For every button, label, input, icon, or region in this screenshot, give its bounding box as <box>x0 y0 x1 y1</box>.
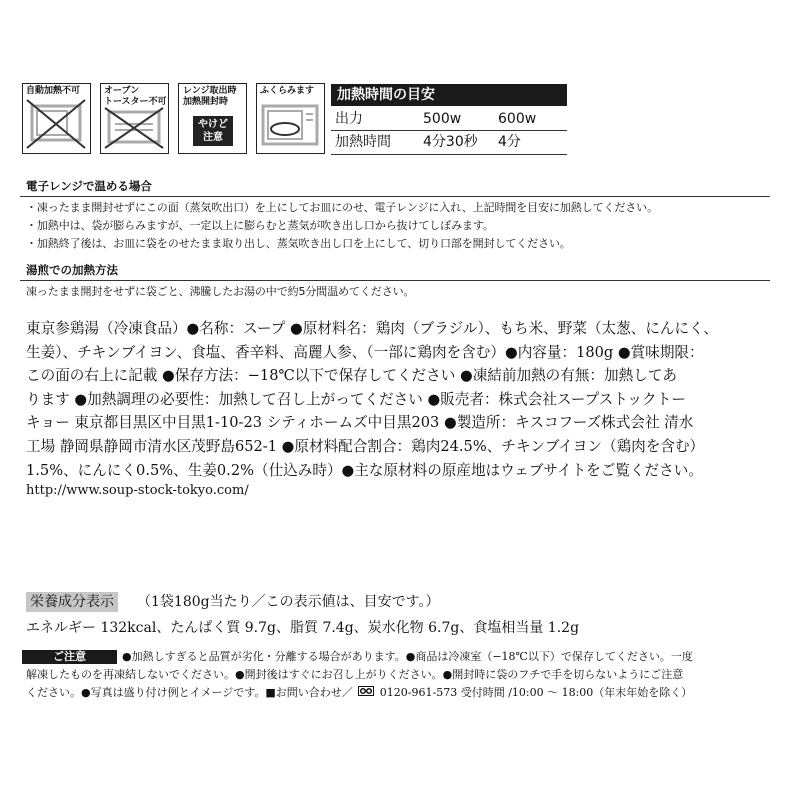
microwave-section-title: 電子レンジで温める場合 <box>26 179 152 193</box>
nutrition-note: （1袋180g当たり／この表示値は、目安です。） <box>137 594 440 610</box>
divider <box>20 196 770 197</box>
divider <box>20 280 770 281</box>
microwave-line: ・凍ったまま開封せずにこの面（蒸気吹出口）を上にしてお皿にのせ、電子レンジに入れ、上記時間を目安に加熱してください。 <box>26 201 658 214</box>
bag-inflates-icon <box>256 83 325 154</box>
row-label: 加熱時間 <box>335 134 391 150</box>
caution-text: ください。●写真は盛り付け例とイメージです。■お問い合わせ／ <box>26 686 353 699</box>
microwave-line: ・加熱中は、袋が膨らみますが、一定以上に膨らむと蒸気が吹き出し口から抜けてしぼみます。 <box>26 219 494 232</box>
caution-label: ご注意 <box>22 650 117 664</box>
free-dial-icon <box>358 685 374 701</box>
ingredients-line: この面の右上に記載 ●保存方法：−18℃以下で保存してください ●凍結前加熱の有無：加熱してあ <box>26 367 678 385</box>
website-url: http://www.soup-stock-tokyo.com/ <box>26 483 249 498</box>
ingredients-line: 工場 静岡県静岡市清水区茂野島652-1 ●原材料配合割合：鶏肉24.5%、チキンブイヨン（鶏肉を含む） <box>26 437 705 455</box>
caution-line-3 <box>26 685 692 701</box>
heating-row-time <box>331 131 567 153</box>
icon-caption: 自動加熱不可 <box>26 86 81 96</box>
hot-steam-caution-icon <box>178 83 247 154</box>
boiling-section-title: 湯煎での加熱方法 <box>26 263 118 277</box>
caution-line: 解凍したものを再凍結しないでください。●開封後はすぐにお召し上がりください。●開封時に袋のフチで手を切らないようにご注意 <box>26 668 684 681</box>
ingredients-line: キョー 東京都目黒区中目黒1-10-23 シティホームズ中目黒203 ●製造所：キスコフーズ株式会社 清水 <box>26 414 694 432</box>
contact-phone: 0120-961-573 受付時間 /10:00 〜 18:00（年末年始を除く） <box>379 686 693 699</box>
nutrition-label: 栄養成分表示 <box>26 592 118 612</box>
time-500w: 4分30秒 <box>423 134 478 150</box>
row-label: 出力 <box>335 111 363 127</box>
heating-row-output <box>331 108 567 130</box>
table-divider <box>331 154 567 155</box>
heating-table-title: 加熱時間の目安 <box>331 84 567 106</box>
icon-caption: レンジ取出時 加熱開封時 <box>183 86 237 107</box>
col-500w: 500w <box>423 111 462 127</box>
caution-line: ●加熱しすぎると品質が劣化・分離する場合があります。●商品は冷凍室（−18℃以下）で保存してください。一度 <box>122 650 693 663</box>
time-600w: 4分 <box>498 134 521 150</box>
icon-caption: ふくらみます <box>260 86 315 96</box>
ingredients-line: 1.5%、にんにく0.5%、生姜0.2%（仕込み時）●主な原材料の原産地はウェブサイトをご覧ください。 <box>26 461 703 479</box>
ingredients-line: 東京参鶏湯（冷凍食品）●名称：スープ ●原材料名：鶏肉（ブラジル）、もち米、野菜（太葱、にんにく、 <box>26 320 719 337</box>
nutrition-values: エネルギー 132kcal、たんぱく質 9.7g、脂質 7.4g、炭水化物 6.7g、食塩相当量 1.2g <box>26 620 580 636</box>
ingredients-line: 生姜）、チキンブイヨン、食塩、香辛料、高麗人参、（一部に鶏肉を含む）●内容量：180g ●賞味期限： <box>26 343 704 361</box>
microwave-line: ・加熱終了後は、お皿に袋をのせたまま取り出し、蒸気吹き出し口を上にして、切り口部を開封してください。 <box>26 237 571 250</box>
icon-caption: オーブン トースター不可 <box>104 86 167 107</box>
ingredients-line: ります ●加熱調理の必要性：加熱して召し上がってください ●販売者：株式会社スープストックトー <box>26 390 686 408</box>
boiling-line: 凍ったまま開封をせずに袋ごと、沸騰したお湯の中で約5分間温めてください。 <box>26 285 415 298</box>
no-auto-heat-icon <box>22 83 91 154</box>
burn-warning-badge: やけど 注意 <box>193 116 233 146</box>
col-600w: 600w <box>498 111 537 127</box>
no-oven-toaster-icon <box>100 83 169 154</box>
ingredients-paragraph <box>26 317 771 482</box>
